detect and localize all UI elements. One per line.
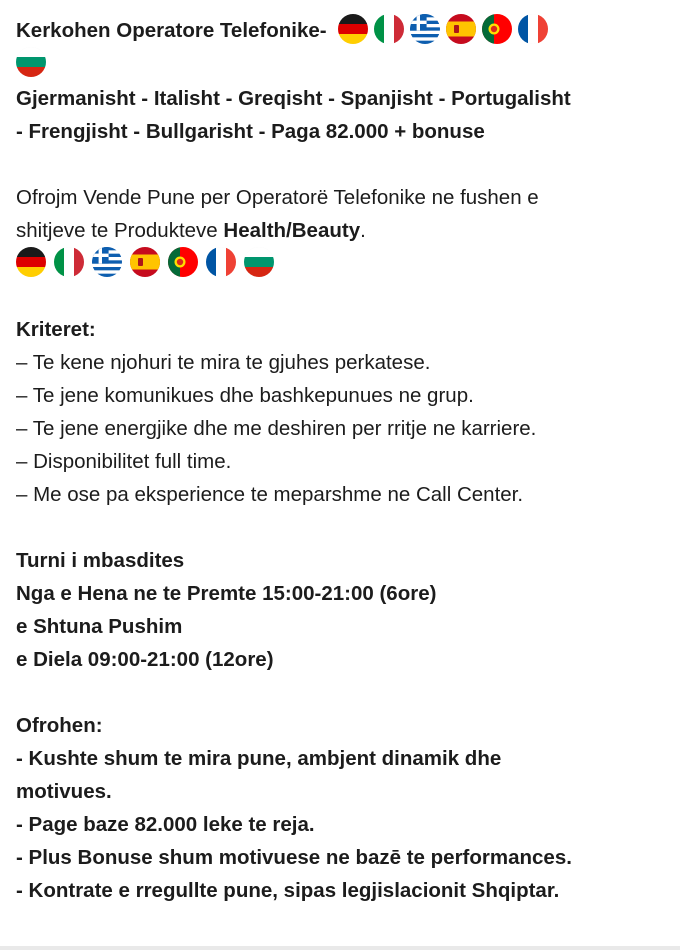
greece-flag-icon [410, 14, 440, 44]
criteria-item: – Te kene njohuri te mira te gjuhes perkatese. [16, 351, 431, 374]
greece-flag-icon [92, 247, 122, 277]
shift-line: Nga e Hena ne te Premte 15:00-21:00 (6ore) [16, 582, 437, 605]
offers-heading: Ofrohen: [16, 714, 103, 737]
post-title: Kerkohen Operatore Telefonike- [16, 19, 327, 42]
france-flag-icon [518, 14, 548, 44]
languages-line-2: - Frengjisht - Bullgarisht - Paga 82.000 + bonuse [16, 120, 485, 143]
intro-line-2-prefix: shitjeve te Produkteve [16, 219, 224, 242]
intro-category: Health/Beauty [223, 219, 361, 242]
offer-item-line-2: motivues. [16, 780, 112, 803]
languages-line-1: Gjermanisht - Italisht - Greqisht - Spanjisht - Portugalisht [16, 87, 571, 110]
italy-flag-icon [374, 14, 404, 44]
offer-item-line-1: - Kushte shum te mira pune, ambjent dinamik dhe [16, 747, 502, 770]
title-flags [338, 19, 554, 42]
germany-flag-icon [338, 14, 368, 44]
offer-item: - Kontrate e rregullte pune, sipas legjislacionit Shqiptar. [16, 879, 560, 902]
criteria-item: – Me ose pa eksperience te meparshme ne Call Center. [16, 483, 524, 506]
offer-item: - Plus Bonuse shum motivuese ne bazē te performances. [16, 846, 572, 869]
spain-flag-icon [446, 14, 476, 44]
bulgaria-flag-icon [244, 247, 274, 277]
intro-line-2 [16, 214, 664, 247]
shift-line: e Shtuna Pushim [16, 615, 183, 638]
portugal-flag-icon [168, 247, 198, 277]
post-title-line [16, 14, 664, 47]
france-flag-icon [206, 247, 236, 277]
bottom-divider [0, 946, 680, 950]
spain-flag-icon [130, 247, 160, 277]
shift-heading: Turni i mbasdites [16, 549, 185, 572]
title-flags-overflow [16, 47, 664, 80]
criteria-item: – Disponibilitet full time. [16, 450, 232, 473]
intro-line-1: Ofrojm Vende Pune per Operatorë Telefonike ne fushen e [16, 186, 539, 209]
bulgaria-flag-icon [16, 47, 46, 77]
portugal-flag-icon [482, 14, 512, 44]
criteria-item: – Te jene energjike dhe me deshiren per rritje ne karriere. [16, 417, 537, 440]
criteria-item: – Te jene komunikues dhe bashkepunues ne grup. [16, 384, 474, 407]
intro-line-2-suffix: . [360, 219, 366, 242]
criteria-heading: Kriteret: [16, 318, 96, 341]
offer-item: - Page baze 82.000 leke te reja. [16, 813, 315, 836]
shift-line: e Diela 09:00-21:00 (12ore) [16, 648, 274, 671]
intro-flags [16, 247, 664, 280]
germany-flag-icon [16, 247, 46, 277]
italy-flag-icon [54, 247, 84, 277]
